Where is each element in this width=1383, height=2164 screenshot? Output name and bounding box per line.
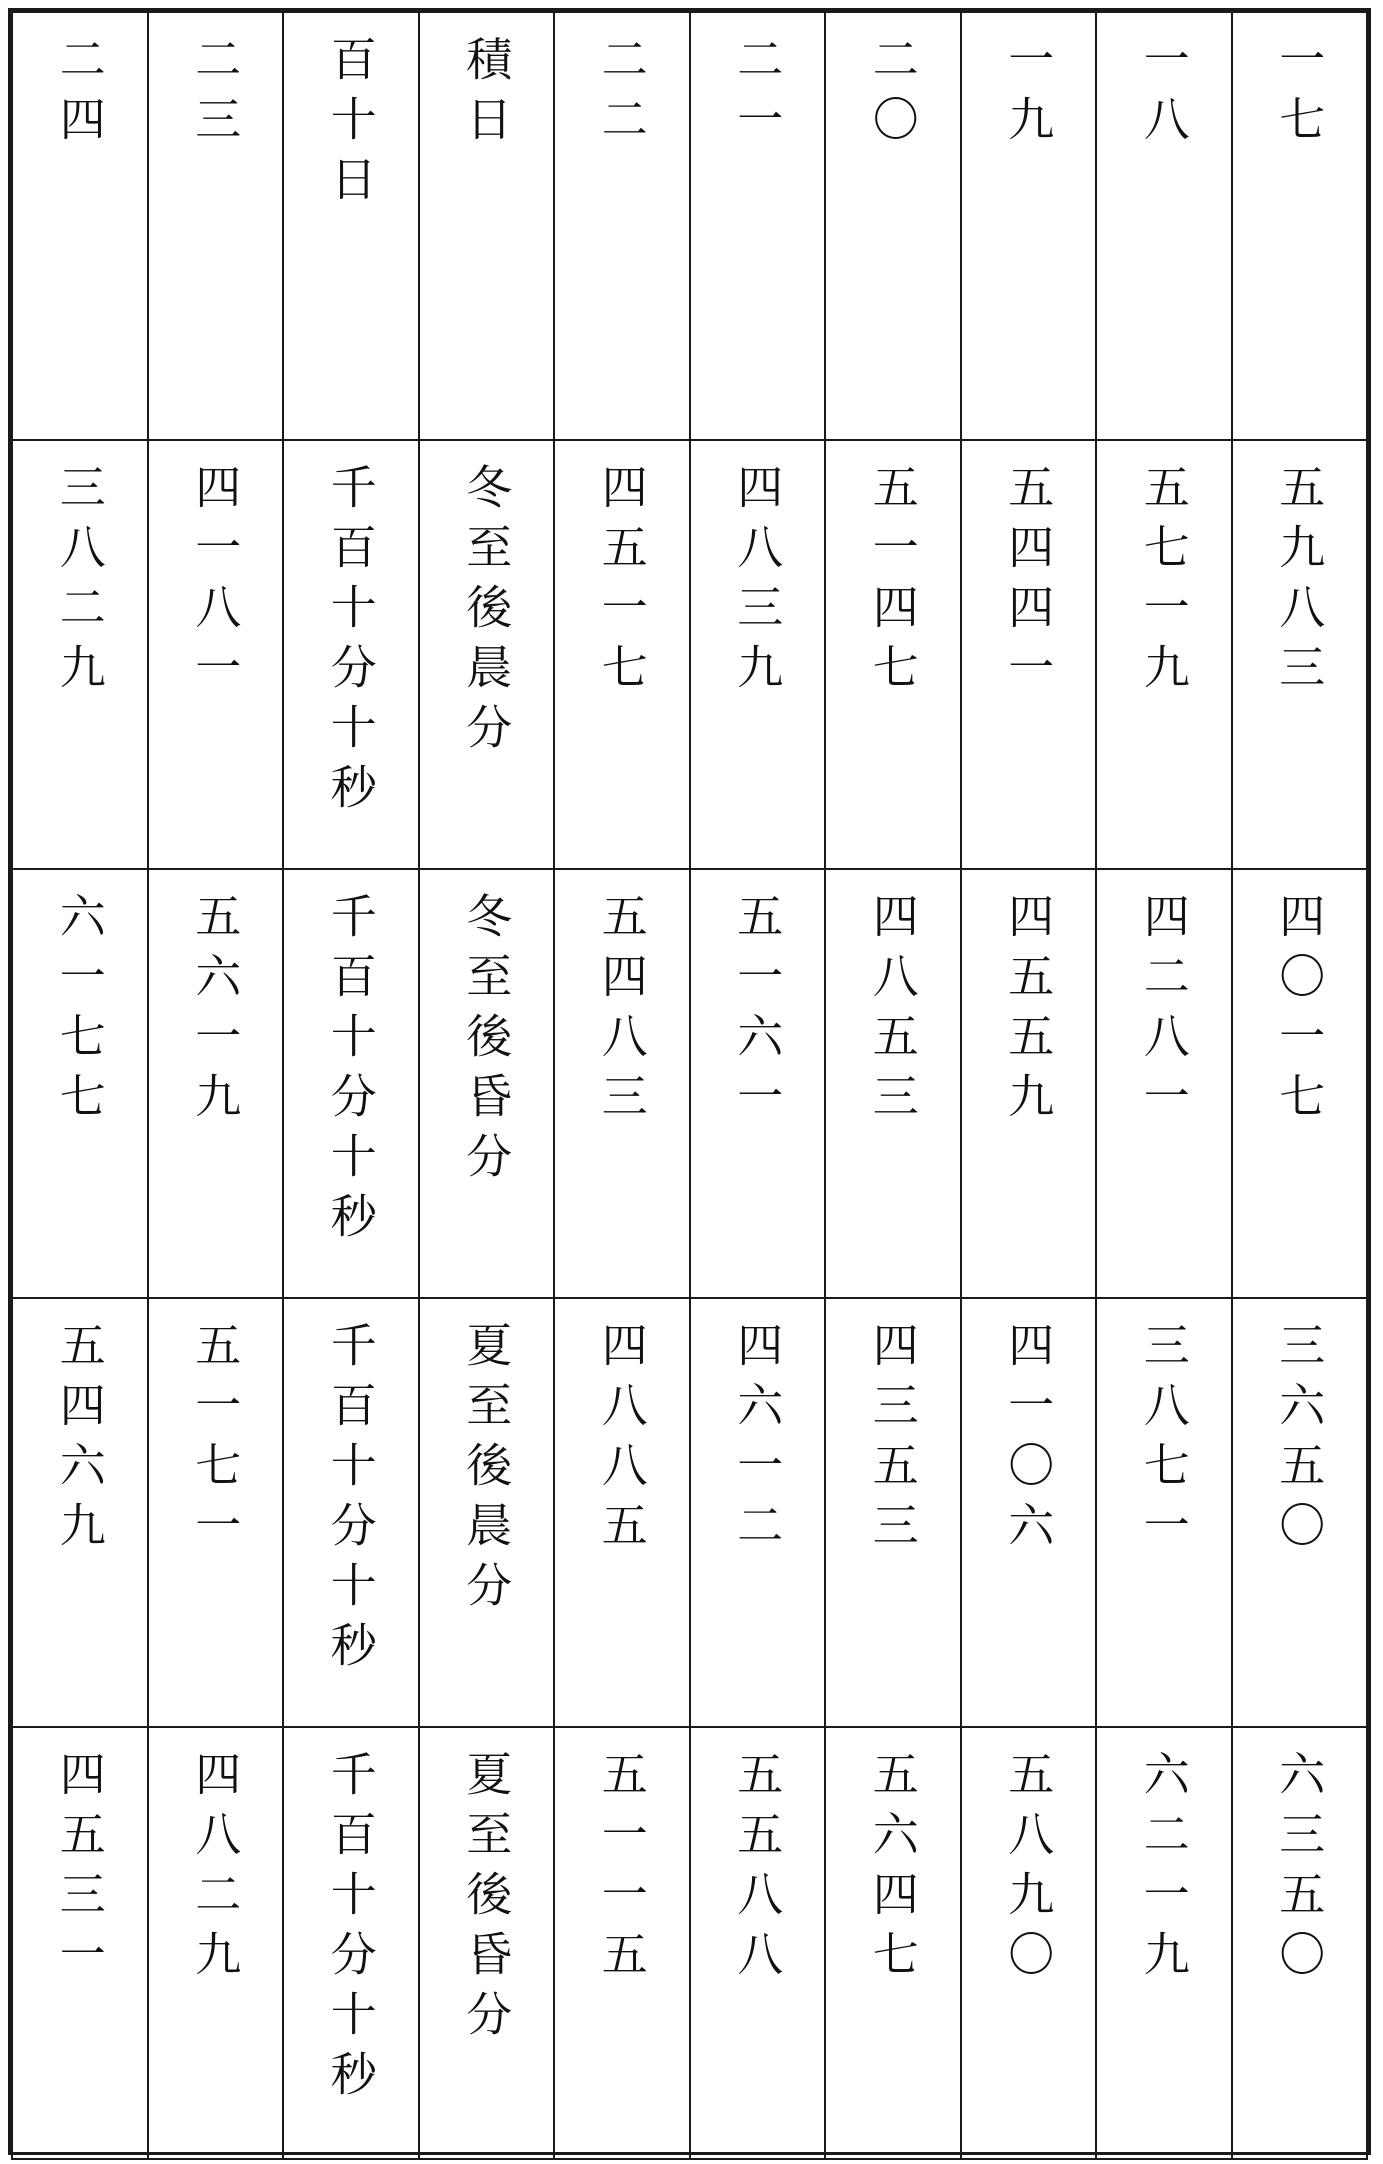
table-cell [1232, 440, 1368, 869]
header-text: 積日 [459, 35, 514, 155]
table-cell [283, 1298, 419, 1727]
cell-text: 五五八八 [730, 1750, 785, 1990]
header-text: 百十日 [323, 35, 378, 215]
table-cell [690, 1298, 826, 1727]
header-text: 二三 [188, 35, 243, 155]
cell-text: 四五三一 [52, 1750, 107, 1990]
header-text: 二一 [730, 35, 785, 155]
cell-text: 三八七一 [1136, 1321, 1191, 1561]
cell-text: 五一一五 [594, 1750, 649, 1990]
cell-text: 五一六一 [730, 892, 785, 1132]
cell-text: 六二一九 [1136, 1750, 1191, 1990]
cell-text: 五九八三 [1272, 463, 1327, 703]
cell-text: 五八九〇 [1001, 1750, 1056, 1990]
cell-text: 五六四七 [865, 1750, 920, 1990]
cell-text: 四〇一七 [1272, 892, 1327, 1132]
header-cell [12, 12, 148, 440]
table-cell [690, 1727, 826, 2159]
header-cell [554, 12, 690, 440]
table-cell [961, 440, 1097, 869]
cell-text: 六一七七 [52, 892, 107, 1132]
table-cell [148, 869, 284, 1298]
header-text: 二二 [594, 35, 649, 155]
cell-text: 五七一九 [1136, 463, 1191, 703]
cell-text: 六三五〇 [1272, 1750, 1327, 1990]
header-text: 二四 [52, 35, 107, 155]
table-cell [12, 869, 148, 1298]
table-cell [148, 440, 284, 869]
cell-text: 五四六九 [52, 1321, 107, 1561]
table-cell [1096, 1727, 1232, 2159]
table-cell [1232, 869, 1368, 1298]
header-text: 一七 [1272, 35, 1327, 155]
cell-text: 千百十分十秒 [323, 1750, 378, 2110]
cell-text: 四五一七 [594, 463, 649, 703]
data-table [11, 11, 1368, 2160]
cell-text: 五四四一 [1001, 463, 1056, 703]
cell-text: 四八二九 [188, 1750, 243, 1990]
header-cell [825, 12, 961, 440]
table-row [12, 1727, 1367, 2159]
table-cell [419, 440, 555, 869]
table-cell [1232, 1727, 1368, 2159]
table-cell [12, 1727, 148, 2159]
cell-text: 三六五〇 [1272, 1321, 1327, 1561]
cell-text: 冬至後昏分 [459, 892, 514, 1192]
table-cell [961, 1727, 1097, 2159]
table-cell [283, 440, 419, 869]
header-cell [283, 12, 419, 440]
cell-text: 冬至後晨分 [459, 463, 514, 763]
table-cell [554, 1298, 690, 1727]
table-cell [554, 1727, 690, 2159]
table-cell [961, 1298, 1097, 1727]
cell-text: 五四八三 [594, 892, 649, 1132]
cell-text: 五一四七 [865, 463, 920, 703]
header-cell [690, 12, 826, 440]
cell-text: 三八二九 [52, 463, 107, 703]
table-cell [419, 1298, 555, 1727]
cell-text: 四八五三 [865, 892, 920, 1132]
table-cell [554, 440, 690, 869]
table-cell [1096, 440, 1232, 869]
cell-text: 四八三九 [730, 463, 785, 703]
cell-text: 夏至後昏分 [459, 1750, 514, 2050]
header-cell [961, 12, 1097, 440]
table-row [12, 1298, 1367, 1727]
table-cell [825, 440, 961, 869]
header-text: 一九 [1001, 35, 1056, 155]
table-sheet [8, 8, 1371, 2155]
cell-text: 四六一二 [730, 1321, 785, 1561]
table-cell [283, 1727, 419, 2159]
header-cell [148, 12, 284, 440]
cell-text: 千百十分十秒 [323, 892, 378, 1252]
cell-text: 五六一九 [188, 892, 243, 1132]
table-cell [283, 869, 419, 1298]
table-cell [961, 869, 1097, 1298]
cell-text: 千百十分十秒 [323, 463, 378, 823]
table-cell [554, 869, 690, 1298]
header-cell [1096, 12, 1232, 440]
table-cell [1096, 869, 1232, 1298]
header-row [12, 12, 1367, 440]
table-cell [12, 440, 148, 869]
table-cell [419, 1727, 555, 2159]
table-cell [825, 869, 961, 1298]
header-text: 一八 [1136, 35, 1191, 155]
header-cell [419, 12, 555, 440]
cell-text: 四一八一 [188, 463, 243, 703]
table-cell [1232, 1298, 1368, 1727]
table-cell [148, 1727, 284, 2159]
header-cell [1232, 12, 1368, 440]
cell-text: 四五五九 [1001, 892, 1056, 1132]
cell-text: 四八八五 [594, 1321, 649, 1561]
table-cell [825, 1298, 961, 1727]
cell-text: 四一〇六 [1001, 1321, 1056, 1561]
table-cell [690, 869, 826, 1298]
table-row [12, 440, 1367, 869]
cell-text: 四三五三 [865, 1321, 920, 1561]
cell-text: 千百十分十秒 [323, 1321, 378, 1681]
cell-text: 五一七一 [188, 1321, 243, 1561]
cell-text: 四二八一 [1136, 892, 1191, 1132]
cell-text: 夏至後晨分 [459, 1321, 514, 1621]
table-cell [690, 440, 826, 869]
table-cell [148, 1298, 284, 1727]
table-cell [419, 869, 555, 1298]
table-cell [12, 1298, 148, 1727]
table-row [12, 869, 1367, 1298]
header-text: 二〇 [865, 35, 920, 155]
table-cell [1096, 1298, 1232, 1727]
table-cell [825, 1727, 961, 2159]
